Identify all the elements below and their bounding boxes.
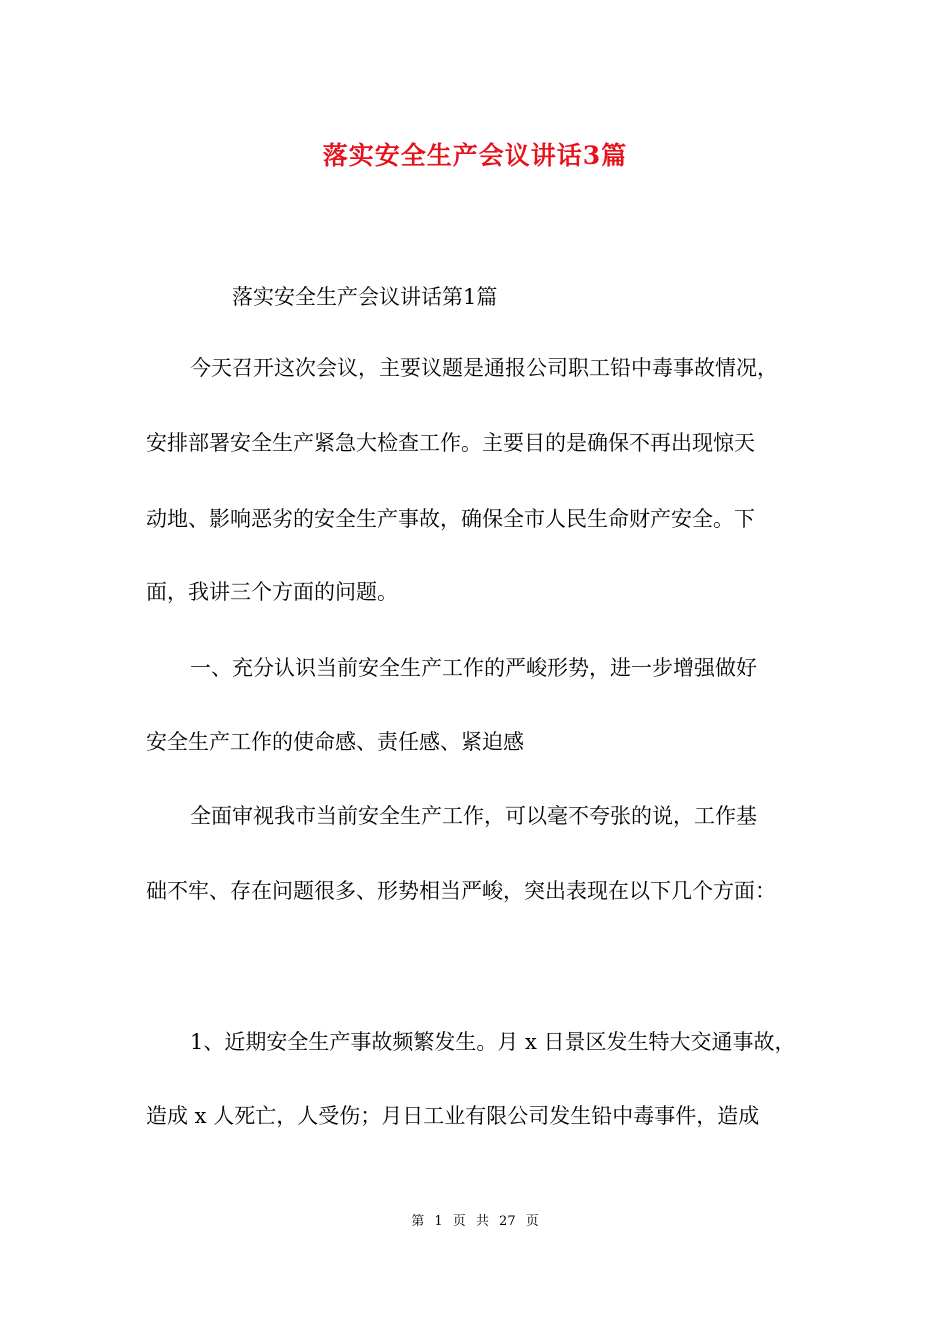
section-subtitle: 落实安全生产会议讲话第1篇: [232, 285, 498, 309]
paragraph-line: 1、近期安全生产事故频繁发生。月 x 日景区发生特大交通事故，: [190, 1030, 796, 1054]
page-footer: 第 1 页 共 27 页: [411, 1214, 539, 1229]
paragraph-line: 全面审视我市当前安全生产工作，可以毫不夸张的说，工作基: [190, 804, 757, 828]
paragraph-line: 一、充分认识当前安全生产工作的严峻形势，进一步增强做好: [190, 656, 757, 680]
paragraph-line: 动地、影响恶劣的安全生产事故，确保全市人民生命财产安全。下: [146, 507, 755, 531]
paragraph-line: 础不牢、存在问题很多、形势相当严峻，突出表现在以下几个方面：: [146, 879, 776, 903]
paragraph-line: 安排部署安全生产紧急大检查工作。主要目的是确保不再出现惊天: [146, 431, 755, 455]
paragraph-line: 面，我讲三个方面的问题。: [146, 580, 398, 604]
paragraph-line: 安全生产工作的使命感、责任感、紧迫感: [146, 730, 524, 754]
paragraph-line: 造成 x 人死亡，人受伤；月日工业有限公司发生铅中毒事件，造成: [146, 1104, 760, 1128]
paragraph-line: 今天召开这次会议，主要议题是通报公司职工铅中毒事故情况，: [190, 356, 778, 380]
page-title: 落实安全生产会议讲话3篇: [322, 141, 628, 170]
